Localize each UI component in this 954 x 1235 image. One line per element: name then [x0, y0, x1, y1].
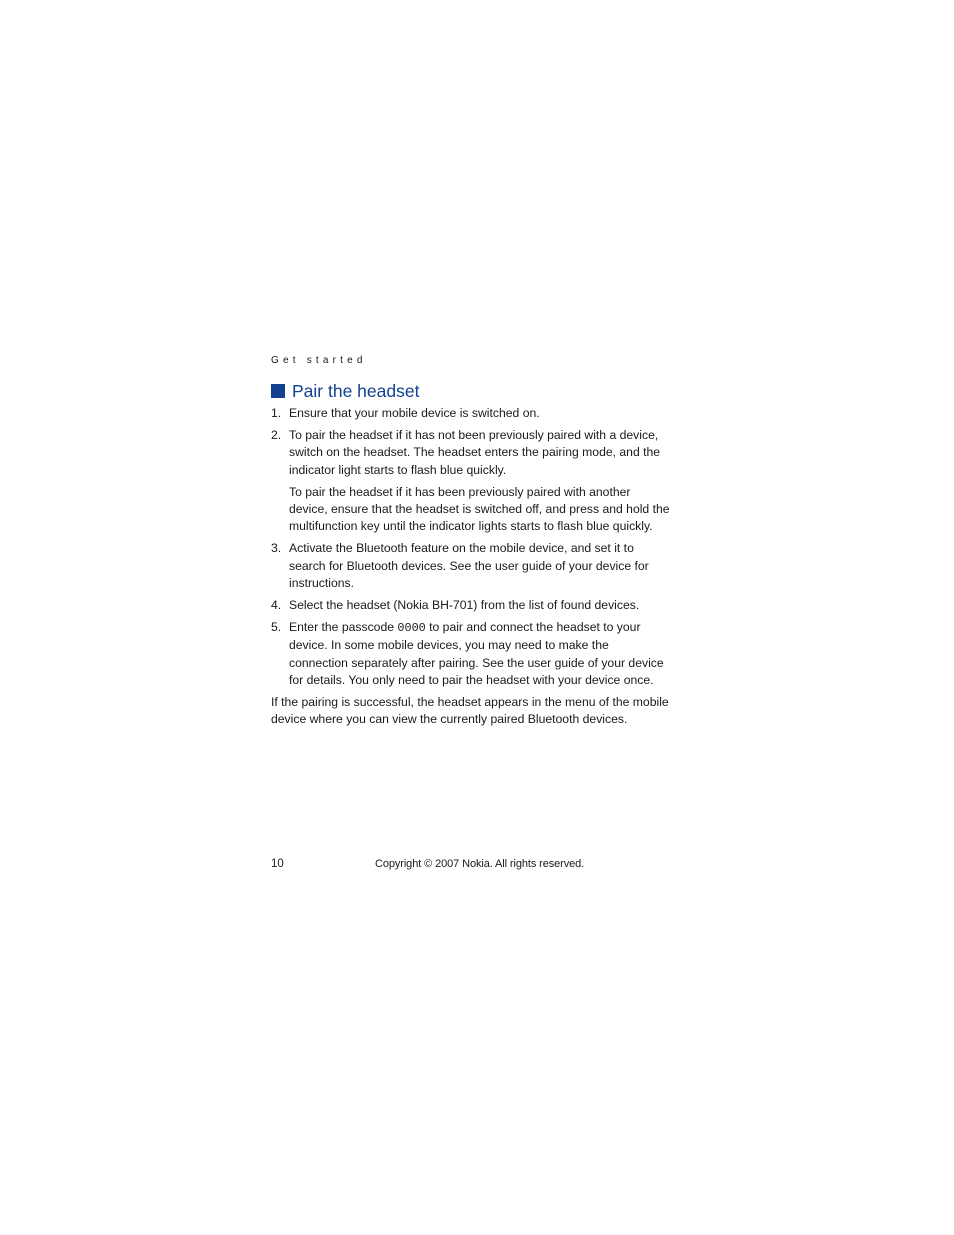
step-text: Ensure that your mobile device is switched on.	[289, 406, 540, 420]
list-item	[271, 619, 671, 689]
step-text: To pair the headset if it has not been previously paired with a device, switch on the headset. The headset enters the pairing mode, and the indicator light starts to flash blue quickly.	[289, 428, 661, 477]
step-number: 3.	[271, 541, 282, 556]
heading-title: Pair the headset	[292, 381, 420, 401]
copyright-notice: Copyright © 2007 Nokia. All rights reserved.	[375, 858, 585, 870]
list-item	[271, 540, 671, 592]
step-text-after: to pair and connect the headset to your device. In some mobile devices, you may need to make the connection separately after pairing. See the user guide of your device for details. You only need to pair the headset with your device once.	[289, 620, 664, 687]
content-body	[271, 405, 671, 728]
step-text	[289, 619, 671, 689]
list-item	[271, 427, 671, 479]
step-text: Activate the Bluetooth feature on the mobile device, and set it to search for Bluetooth devices. See the user guide of your device for instructions.	[289, 541, 649, 590]
heading-square-icon	[271, 384, 285, 398]
passcode: 0000	[397, 621, 426, 636]
step-number: 1.	[271, 406, 282, 420]
step-number: 4.	[271, 598, 282, 613]
page-number: 10	[271, 858, 284, 870]
list-item	[271, 597, 671, 614]
section-heading	[271, 380, 419, 402]
step-text: Select the headset (Nokia BH-701) from the list of found devices.	[289, 598, 640, 613]
closing-paragraph: If the pairing is successful, the headset appears in the menu of the mobile device where you can view the currently paired Bluetooth devices.	[271, 695, 669, 727]
list-item	[271, 405, 671, 422]
step-number: 5.	[271, 620, 282, 635]
step-extra-paragraph: To pair the headset if it has been previously paired with another device, ensure that the headset is switched off, and press and hold the multifunction key until the indicator lights starts to flash blue quickly.	[289, 484, 670, 534]
step-text-before: Enter the passcode	[289, 620, 398, 635]
section-header: Get started	[271, 355, 367, 366]
step-number: 2.	[271, 428, 282, 443]
